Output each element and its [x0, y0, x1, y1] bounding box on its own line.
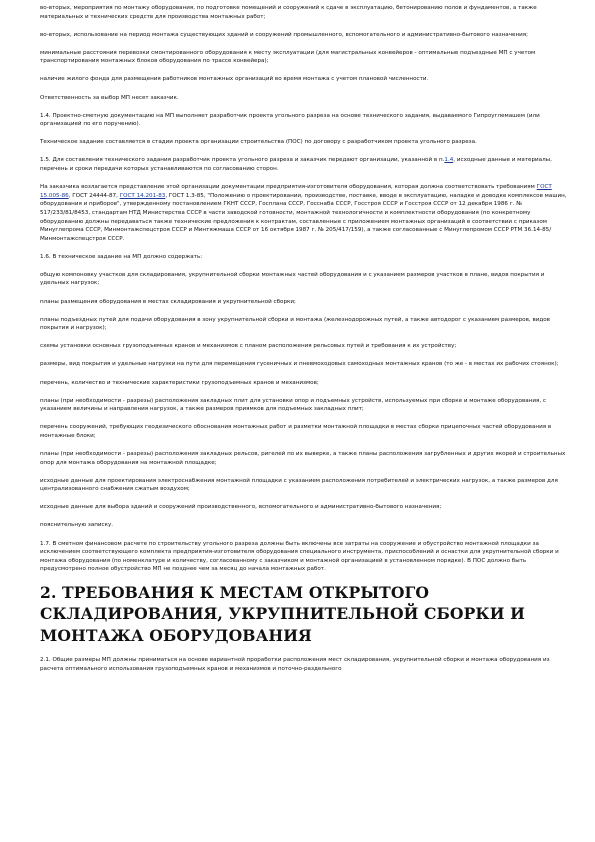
- link-gost-14-201-83[interactable]: ГОСТ 14.201-83: [119, 192, 166, 199]
- paragraph: общую компоновку участков для складирования, укрупнительной сборки монтажных частей оборудования и с указанием размеров участков в плане, видов покрытия и удельных нагрузок;: [40, 271, 545, 287]
- link-gost-15-005-86[interactable]: ГОСТ 15.005-86: [40, 184, 552, 199]
- text: 1.5. Для составления технического задания разработчик проекта угольного разреза и заказчик передают организации, указанной в п.: [40, 157, 445, 164]
- paragraph: Техническое задание составляется в стадии проекта организации строительства (ПОС) по договору с разработчиком проекта угольного разреза.: [40, 139, 477, 146]
- paragraph: планы подъездных путей для подачи оборудования в зону укрупнительной сборки и монтажа (железнодорожных путей, а также автодорог с указанием размеров, видов покрытия и нагрузок);: [40, 316, 550, 332]
- paragraph: 1.4. Проектно-сметную документацию на МП выполняет разработчик проекта угольного разреза на основе технического задания, выдаваемого Гипроуглемашем (или организацией по его поручению).: [40, 112, 540, 128]
- paragraph: во-вторых, мероприятия по монтажу оборудования, по подготовке помещений и сооружений к сдаче в эксплуатацию, бетонированию полов и фундаментов, а также материальных и технических средств для производства монтажных работ;: [40, 5, 537, 20]
- paragraph: 1.6. В техническое задание на МП должно содержать:: [40, 253, 203, 260]
- paragraph: наличие жилого фонда для размещения работников монтажных организаций во время монтажа с учетом плановой численности.: [40, 76, 429, 83]
- text: , ГОСТ 1.3-85, "Положению о проектировании, производстве, поставке, вводе в эксплуатацию, наладке и доводке комплексов машин, оборудования и приборов", утвержденному постановлением ГКНТ СССР, Госплана СССР, Госснаба СССР, Госстроя СССР и Госстроя СССР от 12 декабря 1986 г. № 517/233/81/8453, стандартам НТД Министерства СССР в части заводской готовности, монтажной технологичности и комплектности оборудования (по конкретному оборудованию должны передаваться также технические предложения к контрактам, составленные с приложением монтажных организаций в соответствии с приказом Минуглепрома СССР, Минмонтажспецстроя СССР и Минтяжмаша СССР от 16 октября 1987 г. № 205/417/159), а также согласованные с Минуглепромом СССР РТМ 36.14-85/Минмонтажспецстроя СССР.: [40, 192, 567, 242]
- paragraph-documentation: [40, 183, 569, 243]
- paragraph: исходные данные для выбора зданий и сооружений производственного, вспомогательного и административно-бытового назначения;: [40, 504, 442, 511]
- paragraph: планы (при необходимости - разрезы) расположения закладных рельсов, ригелей по их выверке, а также планы расположения загрубленных и других якорей и строительных опор для монтажа оборудования на монтажной площадке;: [40, 451, 566, 466]
- text: , исходные данные и материалы, перечень и сроки передачи которых устанавливаются по согласованию сторон.: [40, 157, 552, 173]
- paragraph: минимальные расстояния перевозки смонтированного оборудования к месту эксплуатации (для магистральных конвейеров - оптимальные подъездные МП с учетом транспортирования монтажных блоков оборудования по трассе конвейера);: [40, 49, 536, 65]
- paragraph: 2.1. Общие размеры МП должны приниматься на основе вариантной проработки расположения мест складирования, укрупнительной сборки и монтажа оборудования из расчета оптимального использования грузоподъемных кранов и механизмов и поточно-раздельного: [40, 657, 550, 673]
- paragraph-1-5: [40, 156, 569, 173]
- paragraph: 1.7. В сметном финансовом расчете по строительству угольного разреза должны быть включены все затраты на сооружение и обустройство монтажной площадки за исключением соответствующего комплекта предприятия-изготовителя оборудования специального инструмента, приспособлений и оснастки для укрупнительной сборки и монтажа оборудования (по номенклатуре и количеству, согласованному с заказчиком и монтажной организацией в установленном порядке). В ПОС должно быть предусмотрено полное обустройство МП не позднее чем за месяц до начала монтажных работ.: [40, 540, 559, 573]
- paragraph: планы размещения оборудования в местах складирования и укрупнительной сборки;: [40, 298, 296, 305]
- paragraph: планы (при необходимости - разрезы) расположения закладных плит для установки опор и подъемных устройств, используемых при сборке и монтаже оборудования, с указанием величины и направления нагрузок, а также размеров приямков для подъемных закладных плит;: [40, 397, 546, 413]
- paragraph: схемы установки основных грузоподъемных кранов и механизмов с планом расположения рельсовых путей и требования к их устройству;: [40, 343, 457, 350]
- paragraph: Ответственность за выбор МП несет заказчик.: [40, 94, 179, 101]
- paragraph: перечень, количество и технические характеристики грузоподъемных кранов и механизмов;: [40, 379, 319, 386]
- link-point-1-4[interactable]: 1.4: [444, 157, 454, 164]
- paragraph: пояснительную записку.: [40, 522, 114, 529]
- paragraph: во-вторых, использование на период монтажа существующих зданий и сооружений промышленного, вспомогательного и административно-бытового назначения;: [40, 31, 528, 38]
- paragraph: исходные данные для проектирования электроснабжения монтажной площадки с указанием расположения потребителей и электрических нагрузок, а также размеров для централизованного снабжения сжатым воздухом;: [40, 477, 558, 493]
- section-heading: 2. ТРЕБОВАНИЯ К МЕСТАМ ОТКРЫТОГО СКЛАДИРОВАНИЯ, УКРУПНИТЕЛЬНОЙ СБОРКИ И МОНТАЖА ОБОРУДОВАНИЯ: [40, 582, 525, 645]
- paragraph: размеры, вид покрытия и удельные нагрузки на пути для перемещения гусеничных и пневмоходовых самоходных монтажных кранов (то же - в местах их рабочих стоянок);: [40, 361, 559, 368]
- paragraph: перечень сооружений, требующих геодезического обоснования монтажных работ и разметки монтажной площадки в местах сборки прицепочных частей оборудования в монтажные блоки;: [40, 424, 552, 439]
- text: На заказчика возлагается представление этой организации документации предприятия-изготовителя оборудования, которая должна соответствовать требованиям: [40, 184, 537, 191]
- text: , ГОСТ 24444-87,: [68, 192, 120, 199]
